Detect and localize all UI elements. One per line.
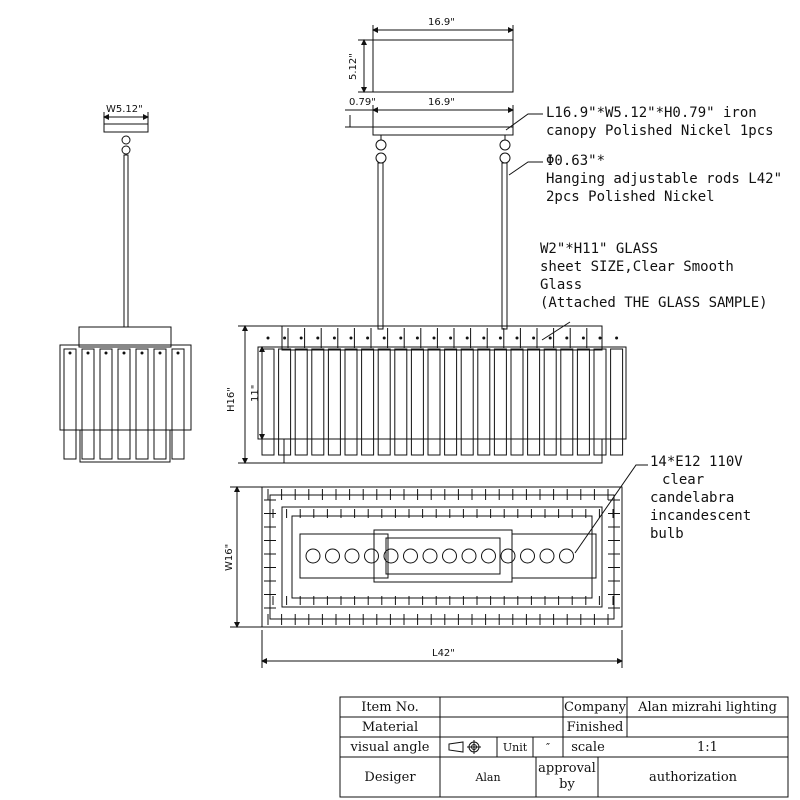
scale-value: 1:1 — [697, 739, 718, 755]
glass-clip — [599, 337, 602, 340]
canopy-note-line: canopy Polished Nickel 1pcs — [546, 123, 774, 139]
side-glass-clip — [141, 352, 144, 355]
plan-view — [230, 487, 622, 668]
glass-clip — [466, 337, 469, 340]
canopy-front-view — [345, 105, 513, 329]
dim-canopy-top-length: 16.9" — [428, 17, 455, 28]
side-glass-sheet — [154, 349, 166, 459]
bulb-note — [650, 453, 751, 543]
glass-note — [540, 240, 768, 312]
side-glass-clip — [177, 352, 180, 355]
bulb-icon — [326, 549, 340, 563]
glass-clip — [532, 337, 535, 340]
glass-clip — [416, 337, 419, 340]
side-glass-sheet — [64, 349, 76, 459]
glass-clip — [499, 337, 502, 340]
glass-clip — [366, 337, 369, 340]
side-view — [60, 112, 191, 462]
bulb-icon — [443, 549, 457, 563]
unit-label: Unit — [502, 740, 528, 754]
bulb-note-line: bulb — [650, 526, 684, 542]
approval-label: approval by — [538, 761, 596, 792]
bulb-icon — [462, 549, 476, 563]
finished-label: Finished — [566, 719, 624, 735]
dim-overall-length: L42" — [432, 648, 455, 659]
bulb-note-line: incandescent — [650, 508, 752, 524]
bulb-icon — [501, 549, 515, 563]
glass-clip — [383, 337, 386, 340]
material-label: Material — [361, 719, 419, 735]
bulb-icon — [306, 549, 320, 563]
plan-glass-ticks — [264, 489, 620, 625]
glass-note-line: Glass — [540, 277, 583, 293]
glass-clip — [399, 337, 402, 340]
glass-note-line: W2"*H11" GLASS — [540, 241, 659, 257]
bulb-icon — [423, 549, 437, 563]
bulb-note-line: clear — [662, 472, 705, 488]
rods-note — [546, 152, 782, 206]
dim-canopy-thickness: 0.79" — [349, 97, 376, 108]
dim-overall-width: W16" — [224, 543, 235, 571]
bulb-icon — [540, 549, 554, 563]
glass-clip — [350, 337, 353, 340]
glass-clip — [333, 337, 336, 340]
side-glass-sheet — [118, 349, 130, 459]
canopy-top-view — [358, 25, 513, 92]
rods-note-line: Hanging adjustable rods L42" — [546, 171, 783, 187]
glass-clip — [267, 337, 270, 340]
dim-side-canopy-width: W5.12" — [106, 104, 143, 115]
bulb-icon — [482, 549, 496, 563]
bulb-icon — [404, 549, 418, 563]
canopy-note — [546, 104, 774, 140]
glass-note-line: (Attached THE GLASS SAMPLE) — [540, 295, 768, 311]
glass-note-line: sheet SIZE,Clear Smooth — [540, 259, 734, 275]
glass-clip — [516, 337, 519, 340]
glass-clip — [433, 337, 436, 340]
bulb-icon — [345, 549, 359, 563]
glass-clip — [283, 337, 286, 340]
side-glass-clip — [123, 352, 126, 355]
designer-label: Desiger — [364, 769, 416, 785]
side-glass-sheet — [136, 349, 148, 459]
unit-value: ″ — [545, 740, 551, 754]
side-glass-clip — [87, 352, 90, 355]
glass-clip — [549, 337, 552, 340]
side-glass-sheet — [172, 349, 184, 459]
company-value: Alan mizrahi lighting — [638, 699, 777, 715]
front-view-body — [238, 326, 626, 463]
dim-glass-height: 11" — [250, 384, 261, 402]
glass-clip — [582, 337, 585, 340]
dim-canopy-front-length: 16.9" — [428, 97, 455, 108]
glass-clip — [482, 337, 485, 340]
rods-note-line: 2pcs Polished Nickel — [546, 189, 715, 205]
candelabra-bulbs — [306, 549, 574, 563]
side-glass-sheet — [82, 349, 94, 459]
item-no-label: Item No. — [361, 699, 419, 715]
side-glass-clip — [105, 352, 108, 355]
side-glass-clip — [69, 352, 72, 355]
bulb-note-line: candelabra — [650, 490, 735, 506]
dim-overall-height: H16" — [226, 387, 237, 412]
side-glass-sheet — [100, 349, 112, 459]
side-glass-clip — [159, 352, 162, 355]
bulb-icon — [365, 549, 379, 563]
rods-note-line: Φ0.63"* — [546, 153, 606, 169]
bulb-note-line: 14*E12 110V — [650, 454, 743, 470]
glass-clip — [300, 337, 303, 340]
canopy-note-line: L16.9"*W5.12"*H0.79" iron — [546, 105, 757, 121]
company-label: Company — [564, 699, 626, 715]
bulb-icon — [560, 549, 574, 563]
bulb-icon — [521, 549, 535, 563]
glass-clip — [449, 337, 452, 340]
authorization-label: authorization — [648, 769, 738, 785]
designer-value: Alan — [475, 770, 501, 784]
visual-angle-label: visual angle — [350, 739, 430, 755]
glass-clip — [565, 337, 568, 340]
glass-clip — [316, 337, 319, 340]
dim-canopy-top-height: 5.12" — [348, 53, 359, 80]
scale-label: scale — [571, 739, 605, 755]
glass-clip — [615, 337, 618, 340]
